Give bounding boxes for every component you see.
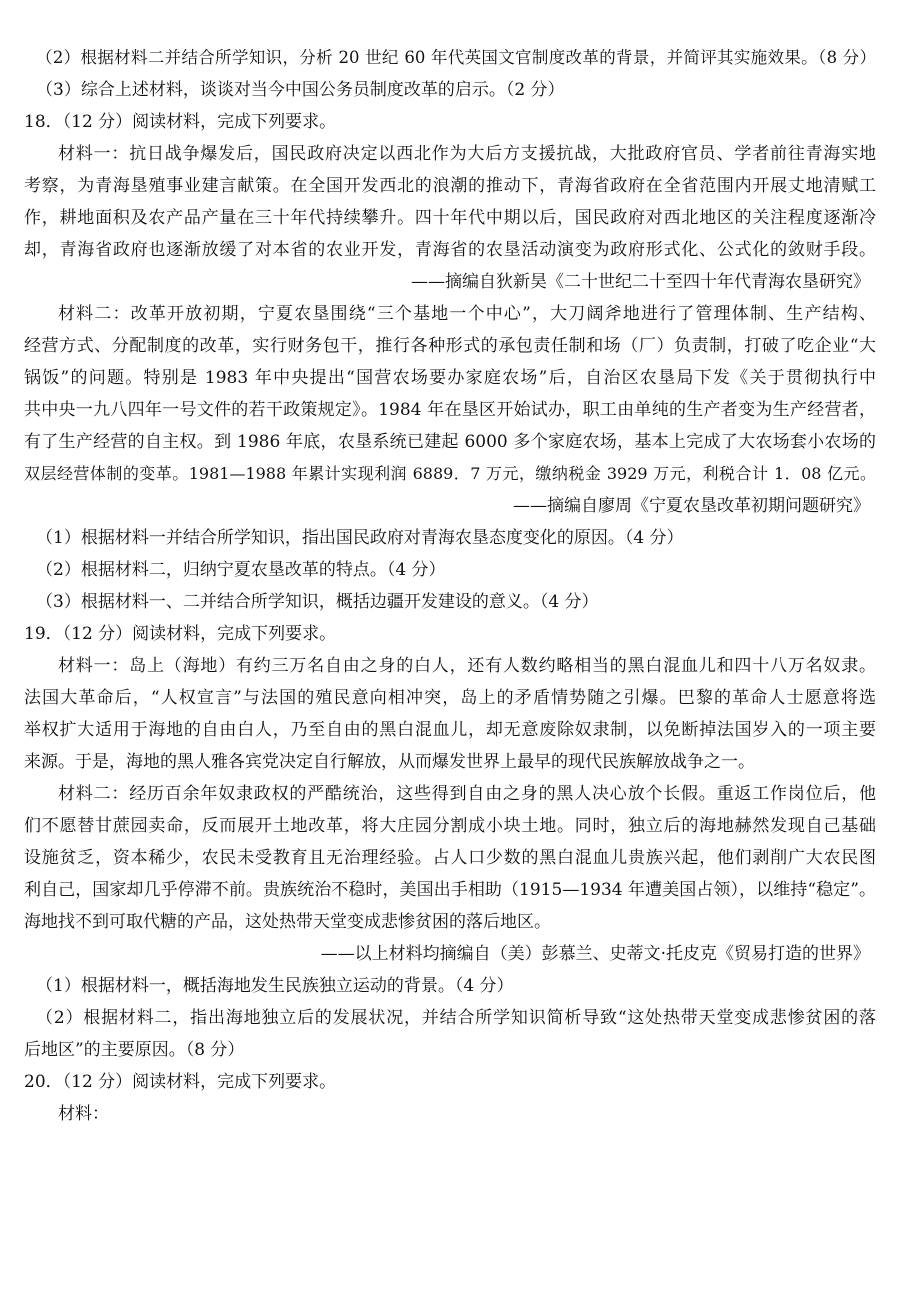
q18-material2-line: 锅饭”的问题。特别是 1983 年中央提出“国营农场要办家庭农场”后，自治区农垦局下发《关于贯彻执行中 [24, 368, 876, 388]
q19-material2-line: 海地找不到可取代糖的产品，这处热带天堂变成悲惨贫困的落后地区。 [24, 912, 551, 932]
q18-material2-line: 双层经营体制的变革。1981—1988 年累计实现利润 6889．7 万元，缴纳税金 3929 万元，利税合计 1．08 亿元。 [24, 464, 876, 483]
q17-part3: （3）综合上述材料，谈谈对当今中国公务员制度改革的启示。（2 分） [36, 80, 565, 100]
q18-material1-line: 材料一：抗日战争爆发后，国民政府决定以西北作为大后方支援抗战，大批政府官员、学者前往青海实地 [58, 144, 876, 164]
q19-material2-line: 材料二：经历百余年奴隶政权的严酷统治，这些得到自由之身的黑人决心放个长假。重返工作岗位后，他 [58, 784, 876, 804]
q19-part2: （2）根据材料二，指出海地独立后的发展状况，并结合所学知识简析导致“这处热带天堂变成悲惨贫困的落 [36, 1008, 876, 1028]
q19-heading: 19．（12 分）阅读材料，完成下列要求。 [24, 624, 337, 644]
q19-part1: （1）根据材料一，概括海地发生民族独立运动的背景。（4 分） [36, 976, 514, 996]
q19-material1-line: 来源。于是，海地的黑人雅各宾党决定自行解放，从而爆发世界上最早的现代民族解放战争之一。 [24, 752, 755, 772]
q18-part2: （2）根据材料二，归纳宁夏农垦改革的特点。（4 分） [36, 560, 446, 580]
q18-heading: 18．（12 分）阅读材料，完成下列要求。 [24, 112, 337, 132]
q18-material1-source: ——摘编自狄新昊《二十世纪二十至四十年代青海农垦研究》 [411, 272, 870, 292]
q18-material2-line: 经营方式、分配制度的改革，实行财务包干，推行各种形式的承包责任制和场（厂）负责制，打破了吃企业“大 [24, 336, 876, 356]
q18-material1-line: 作，耕地面积及农产品产量在三十年代持续攀升。四十年代中期以后，国民政府对西北地区的关注程度逐渐冷 [24, 208, 876, 228]
q18-material1-line: 却，青海省政府也逐渐放缓了对本省的农业开发，青海省的农垦活动演变为政府形式化、公式化的敛财手段。 [24, 240, 876, 260]
q20-material-label: 材料： [58, 1104, 109, 1124]
q19-part2-cont: 后地区”的主要原因。（8 分） [24, 1040, 245, 1060]
q18-material2-line: 有了生产经营的自主权。到 1986 年底，农垦系统已建起 6000 多个家庭农场，基本上完成了大农场套小农场的 [24, 432, 876, 452]
q19-material2-line: 们不愿替甘蔗园卖命，反而展开土地改革，将大庄园分割成小块土地。同时，独立后的海地赫然发现自己基础 [24, 816, 876, 836]
q18-material1-line: 考察，为青海垦殖事业建言献策。在全国开发西北的浪潮的推动下，青海省政府在全省范围内开展丈地清赋工 [24, 176, 876, 196]
q18-part1: （1）根据材料一并结合所学知识，指出国民政府对青海农垦态度变化的原因。（4 分） [36, 528, 684, 548]
q19-material2-line: 利自己，国家却几乎停滞不前。贵族统治不稳时，美国出手相助（1915—1934 年遭美国占领），以维持“稳定”。 [24, 880, 876, 900]
q19-material1-line: 举权扩大适用于海地的自由白人，乃至自由的黑白混血儿，却无意废除奴隶制，以免断掉法国岁入的一项主要 [24, 720, 876, 740]
q18-part3: （3）根据材料一、二并结合所学知识，概括边疆开发建设的意义。（4 分） [36, 592, 599, 612]
q19-material2-line: 设施贫乏，资本稀少，农民未受教育且无治理经验。占人口少数的黑白混血儿贵族兴起，他们剥削广大农民图 [24, 848, 876, 868]
q18-material2-line: 共中央一九八四年一号文件的若干政策规定》。1984 年在垦区开始试办，职工由单纯的生产者变为生产经营者， [24, 400, 876, 420]
q17-part2: （2）根据材料二并结合所学知识，分析 20 世纪 60 年代英国文官制度改革的背景，并简评其实施效果。（8 分） [36, 48, 876, 67]
q20-heading: 20．（12 分）阅读材料，完成下列要求。 [24, 1072, 337, 1092]
q18-material2-source: ——摘编自廖周《宁夏农垦改革初期问题研究》 [513, 496, 870, 516]
q19-materials-source: ——以上材料均摘编自（美）彭慕兰、史蒂文·托皮克《贸易打造的世界》 [320, 944, 870, 964]
q18-material2-line: 材料二：改革开放初期，宁夏农垦围绕“三个基地一个中心”，大刀阔斧地进行了管理体制、生产结构、 [58, 304, 876, 324]
q19-material1-line: 法国大革命后，“人权宣言”与法国的殖民意向相冲突，岛上的矛盾情势随之引爆。巴黎的革命人士愿意将选 [24, 688, 876, 708]
q19-material1-line: 材料一：岛上（海地）有约三万名自由之身的白人，还有人数约略相当的黑白混血儿和四十八万名奴隶。 [58, 656, 876, 676]
